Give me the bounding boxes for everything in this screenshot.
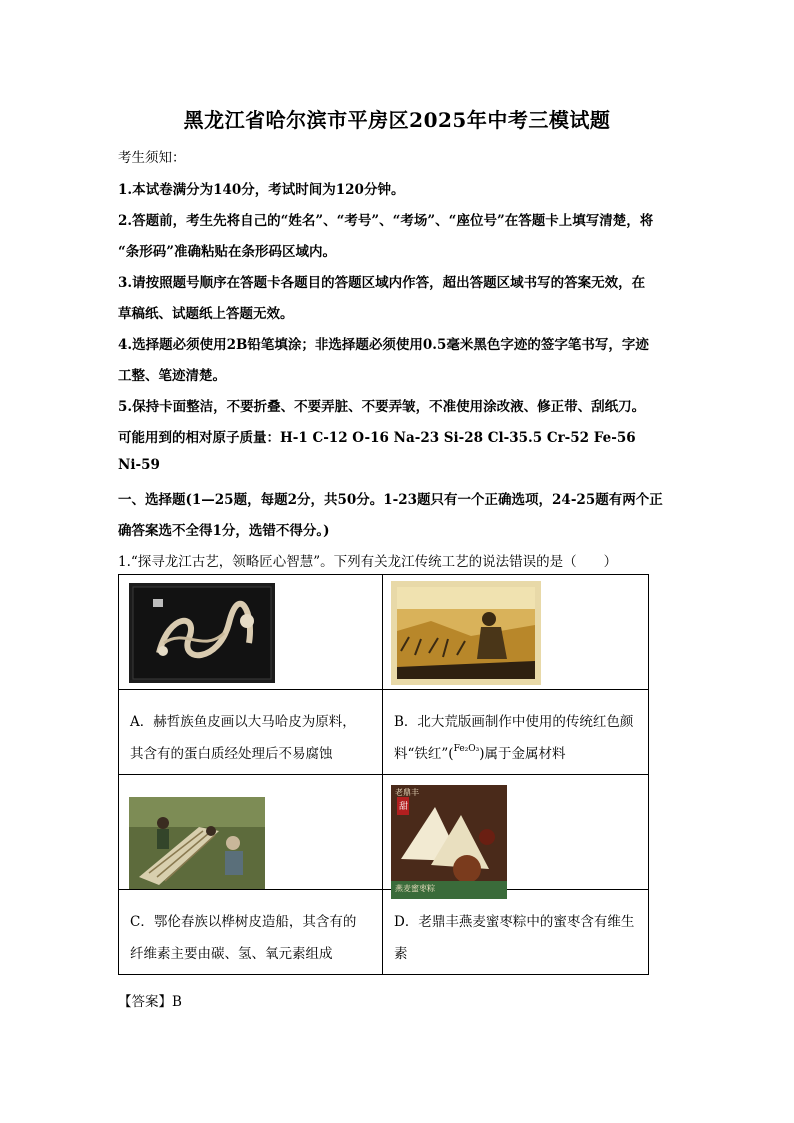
notice-line: 工整、笔迹清楚。 [118, 368, 226, 384]
notice-line: “条形码”准确粘贴在条形码区域内。 [118, 244, 337, 260]
option-c-image-cell [119, 775, 383, 890]
question-stem: 1.“探寻龙江古艺，领略匠心智慧”。下列有关龙江传统工艺的说法错误的是（ ） [118, 554, 618, 570]
fish-skin-painting-image [129, 583, 275, 683]
options-table [118, 574, 649, 975]
zongzi-tag: 甜 [399, 802, 409, 812]
option-b-line2-post: )属于金属材料 [479, 746, 566, 762]
beidahuang-print-image [391, 581, 541, 685]
option-c [119, 890, 383, 975]
option-b-line2-pre: 料“铁红”( [394, 746, 454, 762]
option-b-line1: B．北大荒版画制作中使用的传统红色颜 [394, 714, 634, 730]
notice-line: 4.选择题必须使用2B铅笔填涂；非选择题必须使用0.5毫米黑色字迹的签字笔书写，字迹 [118, 337, 649, 353]
option-c-line2: 纤维素主要由碳、氢、氧元素组成 [130, 946, 333, 962]
notice-line: 5.保持卡面整洁，不要折叠、不要弄脏、不要弄皱，不准使用涂改液、修正带、刮纸刀。 [118, 399, 646, 415]
option-b [383, 690, 649, 775]
answer-line: 【答案】B [118, 994, 182, 1010]
option-a-image-cell [119, 575, 383, 690]
section-heading: 一、选择题(1—25题，每题2分，共50分。1-23题只有一个正确选项，24-25题有两个正 [118, 492, 663, 508]
notice-heading: 考生须知： [118, 150, 186, 166]
atomic-mass-line: 可能用到的相对原子质量：H-1 C-12 O-16 Na-23 Si-28 Cl-35.5 Cr-52 Fe-56 [118, 430, 636, 446]
notice-line: 2.答题前，考生先将自己的“姓名”、“考号”、“考场”、“座位号”在答题卡上填写清楚，将 [118, 213, 654, 229]
option-a [119, 690, 383, 775]
option-d [383, 890, 649, 975]
notice-line: 草稿纸、试题纸上答题无效。 [118, 306, 294, 322]
birch-bark-boat-image [129, 797, 265, 889]
option-b-line2 [394, 742, 566, 762]
option-a-line2: 其含有的蛋白质经处理后不易腐蚀 [130, 746, 333, 762]
option-d-image-cell [383, 775, 649, 893]
option-d-line1: D．老鼎丰燕麦蜜枣粽中的蜜枣含有维生 [394, 914, 635, 930]
zongzi-image [391, 785, 507, 899]
zongzi-product-label: 燕麦蜜枣粽 [395, 884, 435, 893]
page-title: 黑龙江省哈尔滨市平房区2025年中考三模试题 [183, 108, 611, 132]
section-heading: 确答案选不全得1分，选错不得分。) [118, 523, 330, 539]
notice-line: 1.本试卷满分为140分，考试时间为120分钟。 [118, 182, 405, 198]
option-d-line2: 素 [394, 946, 408, 962]
notice-line: 3.请按照题号顺序在答题卡各题目的答题区域内作答，超出答题区域书写的答案无效，在 [118, 275, 646, 291]
iron-oxide-formula: Fe₂O₃ [453, 744, 480, 754]
atomic-mass-line: Ni-59 [118, 457, 160, 473]
option-c-line1: C．鄂伦春族以桦树皮造船，其含有的 [130, 914, 357, 930]
option-b-image-cell [383, 575, 649, 690]
option-a-line1: A．赫哲族鱼皮画以大马哈皮为原料， [130, 714, 356, 730]
zongzi-logo: 老鼎丰 [395, 788, 419, 797]
